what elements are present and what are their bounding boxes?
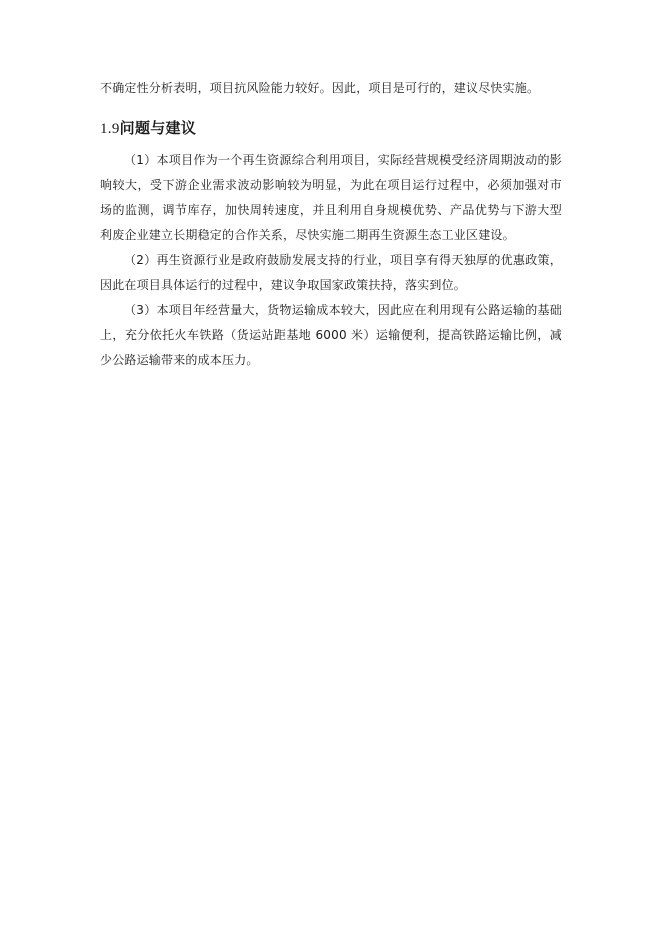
- paragraph-3: （3）本项目年经营量大，货物运输成本较大，因此应在利用现有公路运输的基础上，充分依托火车铁路（货运站距基地 6000 米）运输便利，提高铁路运输比例，减少公路运输带来的成本压力。: [100, 303, 562, 367]
- paragraph-2: （2）再生资源行业是政府鼓励发展支持的行业，项目享有得天独厚的优惠政策，因此在项目具体运行的过程中，建议争取国家政策扶持，落实到位。: [100, 253, 562, 292]
- document-body: [100, 76, 562, 373]
- intro-paragraph: 不确定性分析表明，项目抗风险能力较好。因此，项目是可行的，建议尽快实施。: [100, 81, 540, 95]
- section-heading: [100, 117, 562, 140]
- section-title: 问题与建议: [119, 119, 197, 137]
- paragraph-1: （1）本项目作为一个再生资源综合利用项目，实际经营规模受经济周期波动的影响较大，受下游企业需求波动影响较为明显，为此在项目运行过程中，必须加强对市场的监测，调节库存，加快周转速度，并且利用自身规模优势、产品优势与下游大型利废企业建立长期稳定的合作关系，尽快实施二期再生资源生态工业区建设。: [100, 153, 562, 242]
- section-number: 1.9: [100, 121, 120, 137]
